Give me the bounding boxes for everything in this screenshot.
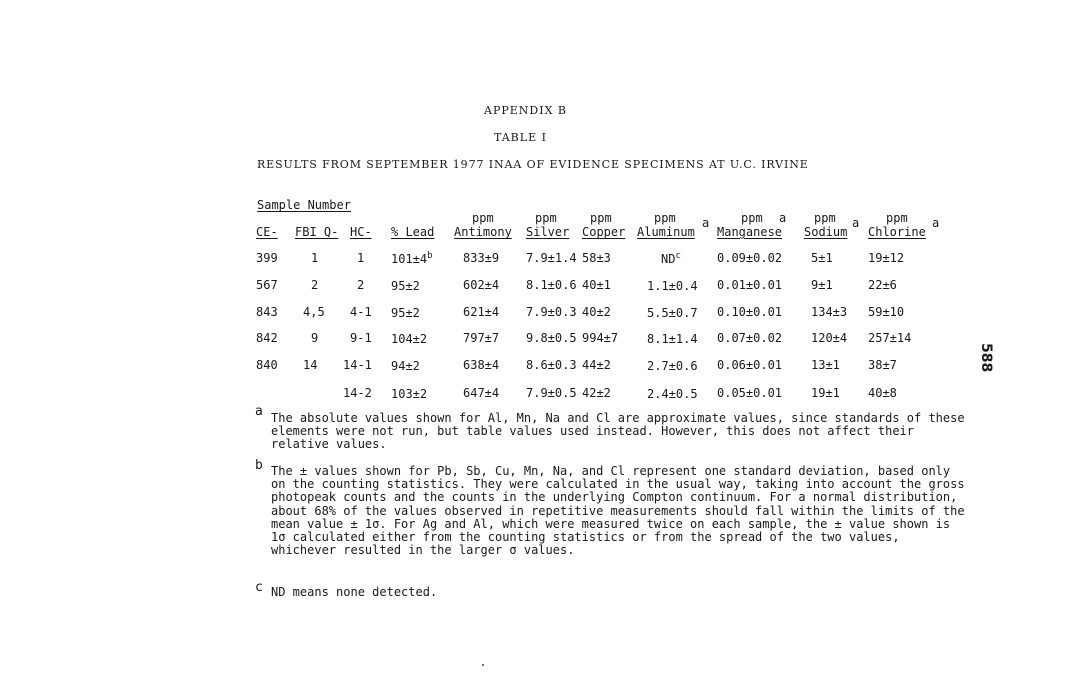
- footnote-text: ND means none detected.: [271, 585, 438, 599]
- sample-number-label: Sample Number: [257, 198, 351, 212]
- copper-cell: 994±7: [582, 331, 619, 345]
- chlorine-header: Chlorine: [868, 225, 926, 239]
- antimony-cell: 638±4: [463, 358, 500, 372]
- copper-cell: 40±2: [582, 305, 611, 319]
- manganese-header: Manganese: [717, 225, 783, 239]
- hc-cell: 14-2: [343, 386, 372, 400]
- silver-cell: 7.9±1.4: [526, 251, 577, 265]
- chlorine-cell: 40±8: [868, 386, 897, 400]
- manganese-cell: 0.09±0.02: [717, 251, 783, 265]
- chlorine-cell: 19±12: [868, 251, 905, 265]
- table-title: RESULTS FROM SEPTEMBER 1977 INAA OF EVIDENCE SPECIMENS AT U.C. IRVINE: [257, 158, 809, 171]
- fbi-cell: 4,5: [303, 305, 325, 319]
- antimony-cell: 833±9: [463, 251, 500, 265]
- lead-footnote-mark: b: [427, 251, 433, 261]
- fbi-cell: 14: [303, 358, 318, 372]
- antimony-cell: 602±4: [463, 278, 500, 292]
- lead-cell: 95±2: [391, 306, 420, 320]
- fbi-header: FBI Q-: [295, 225, 339, 239]
- copper-cell: 44±2: [582, 358, 611, 372]
- sodium-cell: 13±1: [811, 358, 840, 372]
- chlorine-cell: 22±6: [868, 278, 897, 292]
- aluminum-note-mark: a: [702, 216, 710, 230]
- aluminum-cell: 1.1±0.4: [647, 279, 698, 293]
- footnote-mark: a: [255, 404, 263, 419]
- footnote-mark: b: [255, 458, 263, 473]
- ce-header: CE-: [256, 225, 278, 239]
- appendix-heading: APPENDIX B: [484, 104, 567, 117]
- copper-unit: ppm: [590, 211, 612, 225]
- hc-cell: 1: [357, 251, 365, 265]
- antimony-unit: ppm: [472, 211, 494, 225]
- table-row: [0, 358, 1081, 374]
- copper-header: Copper: [582, 225, 626, 239]
- ce-cell: 567: [256, 278, 278, 292]
- manganese-note-mark: a: [779, 211, 787, 225]
- chlorine-note-mark: a: [932, 216, 940, 230]
- table-row: [0, 305, 1081, 321]
- hc-header: HC-: [350, 225, 372, 239]
- chlorine-unit: ppm: [886, 211, 908, 225]
- sodium-cell: 19±1: [811, 386, 840, 400]
- ce-cell: 399: [256, 251, 278, 265]
- ce-cell: 843: [256, 305, 278, 319]
- aluminum-footnote-mark: c: [675, 251, 681, 261]
- hc-cell: 14-1: [343, 358, 372, 372]
- aluminum-header: Aluminum: [637, 225, 695, 239]
- aluminum-cell: 2.7±0.6: [647, 359, 698, 373]
- sodium-cell: 9±1: [811, 278, 833, 292]
- manganese-cell: 0.01±0.01: [717, 278, 783, 292]
- hc-cell: 2: [357, 278, 365, 292]
- aluminum-cell: 5.5±0.7: [647, 306, 698, 320]
- sodium-cell: 5±1: [811, 251, 833, 265]
- table-row: [0, 331, 1081, 347]
- copper-cell: 40±1: [582, 278, 611, 292]
- fbi-cell: 2: [311, 278, 319, 292]
- sodium-note-mark: a: [852, 216, 860, 230]
- chlorine-cell: 38±7: [868, 358, 897, 372]
- aluminum-unit: ppm: [654, 211, 676, 225]
- sodium-cell: 134±3: [811, 305, 848, 319]
- silver-cell: 7.9±0.5: [526, 386, 577, 400]
- antimony-header: Antimony: [454, 225, 512, 239]
- footnote-mark: c: [255, 580, 263, 595]
- lead-cell: 94±2: [391, 359, 420, 373]
- aluminum-cell: 2.4±0.5: [647, 387, 698, 401]
- page-number: 588: [978, 343, 994, 373]
- manganese-unit: ppm: [741, 211, 763, 225]
- manganese-cell: 0.07±0.02: [717, 331, 783, 345]
- manganese-cell: 0.06±0.01: [717, 358, 783, 372]
- lead-header: % Lead: [391, 225, 435, 239]
- lead-cell: 95±2: [391, 279, 420, 293]
- manganese-cell: 0.10±0.01: [717, 305, 783, 319]
- table-row: [0, 251, 1081, 267]
- sodium-header: Sodium: [804, 225, 848, 239]
- silver-unit: ppm: [535, 211, 557, 225]
- sodium-cell: 120±4: [811, 331, 848, 345]
- table-label: TABLE I: [494, 131, 547, 144]
- sodium-unit: ppm: [814, 211, 836, 225]
- ce-cell: 842: [256, 331, 278, 345]
- antimony-cell: 647±4: [463, 386, 500, 400]
- antimony-cell: 621±4: [463, 305, 500, 319]
- lead-cell: 104±2: [391, 332, 428, 346]
- chlorine-cell: 59±10: [868, 305, 905, 319]
- table-row: [0, 278, 1081, 294]
- copper-cell: 42±2: [582, 386, 611, 400]
- silver-cell: 8.1±0.6: [526, 278, 577, 292]
- fbi-cell: 9: [311, 331, 319, 345]
- hc-cell: 4-1: [350, 305, 372, 319]
- ce-cell: 840: [256, 358, 278, 372]
- aluminum-cell: $ND^c$: [661, 251, 681, 266]
- aluminum-cell: 8.1±1.4: [647, 332, 698, 346]
- copper-cell: 58±3: [582, 251, 611, 265]
- table-row: [0, 386, 1081, 402]
- lead-cell: 103±2: [391, 387, 428, 401]
- footnote-text: The ± values shown for Pb, Sb, Cu, Mn, Na, and Cl represent one standard deviation, based only on the counting statistics. They were calculated in the usual way, taking into account the gross photopeak counts and the counts in the underlying Compton continuum. For a normal distribution, about 68% of the values observed in repetitive measurements should fall within the limits of the mean value ± 1σ. For Ag and Al, which were measured twice on each sample, the ± value shown is 1σ calculated either from the counting statistics or from the spread of the two values, whichever resulted in the larger σ values.: [271, 464, 965, 558]
- lead-cell: $101\pm 4^b$: [391, 251, 433, 266]
- antimony-cell: 797±7: [463, 331, 500, 345]
- silver-cell: 7.9±0.3: [526, 305, 577, 319]
- silver-header: Silver: [526, 225, 570, 239]
- silver-cell: 8.6±0.3: [526, 358, 577, 372]
- manganese-cell: 0.05±0.01: [717, 386, 783, 400]
- fbi-cell: 1: [311, 251, 319, 265]
- hc-cell: 9-1: [350, 331, 372, 345]
- silver-cell: 9.8±0.5: [526, 331, 577, 345]
- footnote-text: The absolute values shown for Al, Mn, Na and Cl are approximate values, since standards of these elements were not run, but table values used instead. However, this does not affect their relative values.: [271, 411, 965, 452]
- scan-speck: [482, 664, 484, 666]
- chlorine-cell: 257±14: [868, 331, 912, 345]
